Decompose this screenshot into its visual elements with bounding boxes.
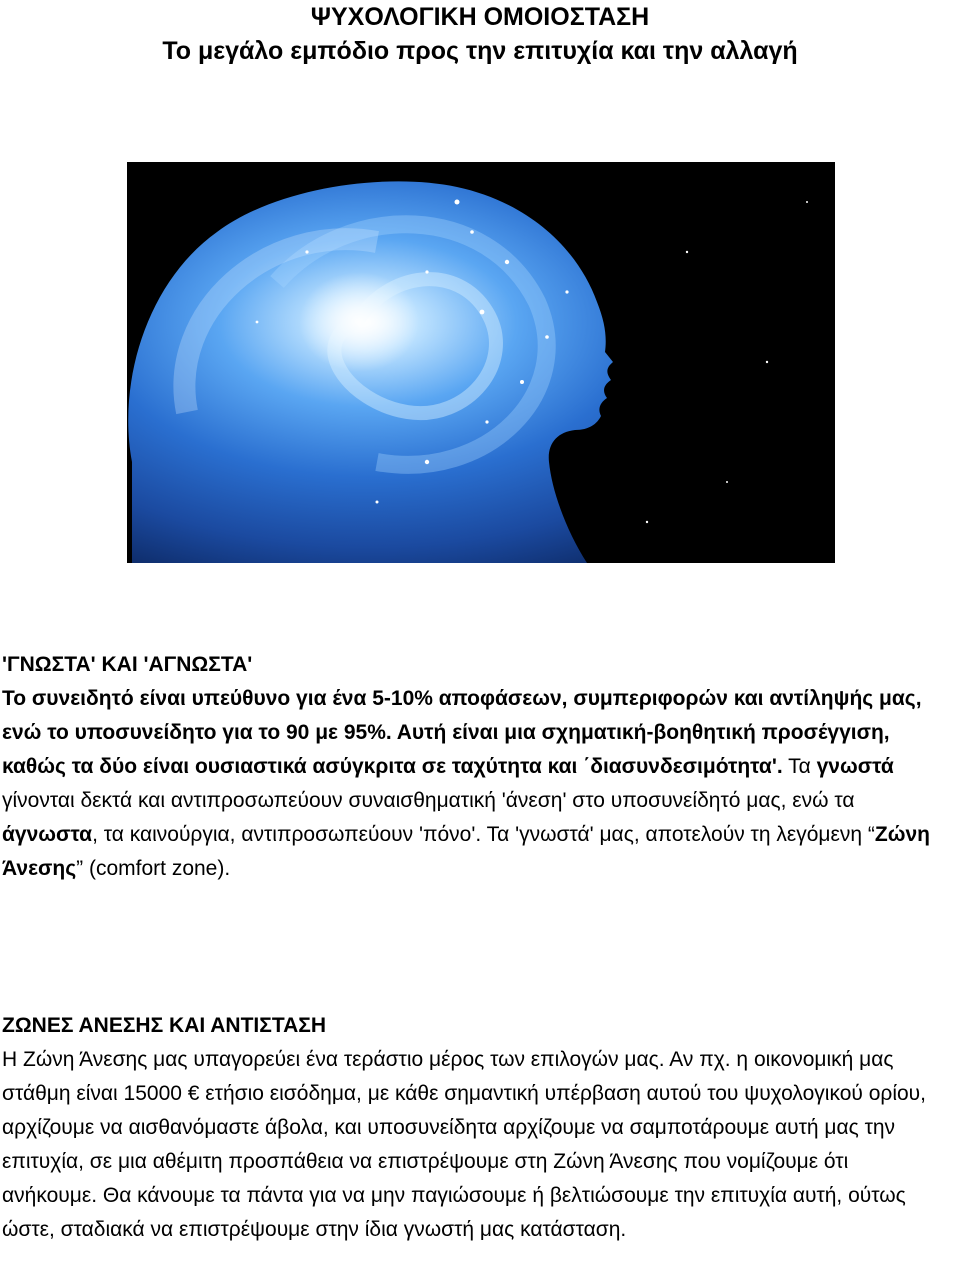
paragraph-bold-intro: Το συνειδητό είναι υπεύθυνο για ένα 5-10% αποφάσεων, συμπεριφορών και αντίληψής μας, ενώ το υποσυνείδητο για το 90 με 95%. Αυτή είναι μια σχηματική-βοηθητική προσέγγιση, καθώς τα δύο είναι ουσιαστικά ασύγκριτα σε ταχύτητα και ΄διασυνδεσιμότητα'. — [2, 687, 922, 778]
page-subtitle: Το μεγάλο εμπόδιο προς την επιτυχία και την αλλαγή — [162, 37, 798, 65]
cosmic-head-image — [127, 162, 835, 563]
text-run: γίνονται δεκτά και αντιπροσωπεύουν συναισθηματική 'άνεση' στο υποσυνείδητό μας, ενώ τα — [2, 789, 855, 812]
text-run: , τα καινούργια, αντιπροσωπεύουν 'πόνο'. Τα 'γνωστά' μας, αποτελούν τη λεγόμενη “ — [92, 823, 875, 846]
term-comfort-zone: Ζώνη Άνεσης — [2, 823, 930, 880]
text-run: ” (comfort zone). — [76, 857, 231, 880]
paragraph-comfort-zones: Η Ζώνη Άνεσης μας υπαγορεύει ένα τεράστιο μέρος των επιλογών μας. Αν πχ. η οικονομική μας στάθμη είναι 15000 € ετήσιο εισόδημα, με κάθε σημαντική υπέρβαση αυτού του ψυχολογικού ορίου, αρχίζουμε να αισθανόμαστε άβολα, και υποσυνείδητα αρχίζουμε να σαμποτάρουμε αυτή μας την επιτυχία, σε μια αθέμιτη προσπάθεια να επιστρέψουμε στη Ζώνη Άνεσης που νομίζουμε ότι ανήκουμε. Θα κάνουμε τα πάντα για να μην παγιώσουμε ή βελτιώσουμε την επιτυχία αυτή, ούτως ώστε, σταδιακά να επιστρέψουμε στην ίδια γνωστή μας κατάσταση. — [2, 1048, 926, 1241]
text-run: Τα — [782, 755, 817, 778]
term-unknown: άγνωστα — [2, 823, 93, 846]
page-title: ΨΥΧΟΛΟΓΙΚΗ ΟΜΟΙΟΣΤΑΣΗ — [310, 3, 650, 31]
section-heading-comfort-zones: ΖΩΝΕΣ ΑΝΕΣΗΣ ΚΑΙ ΑΝΤΙΣΤΑΣΗ — [2, 1014, 327, 1037]
paragraph-known-unknown — [2, 682, 947, 886]
term-known: γνωστά — [816, 755, 894, 778]
section-heading-known-unknown: 'ΓΝΩΣΤΑ' ΚΑΙ 'ΑΓΝΩΣΤΑ' — [2, 653, 253, 676]
